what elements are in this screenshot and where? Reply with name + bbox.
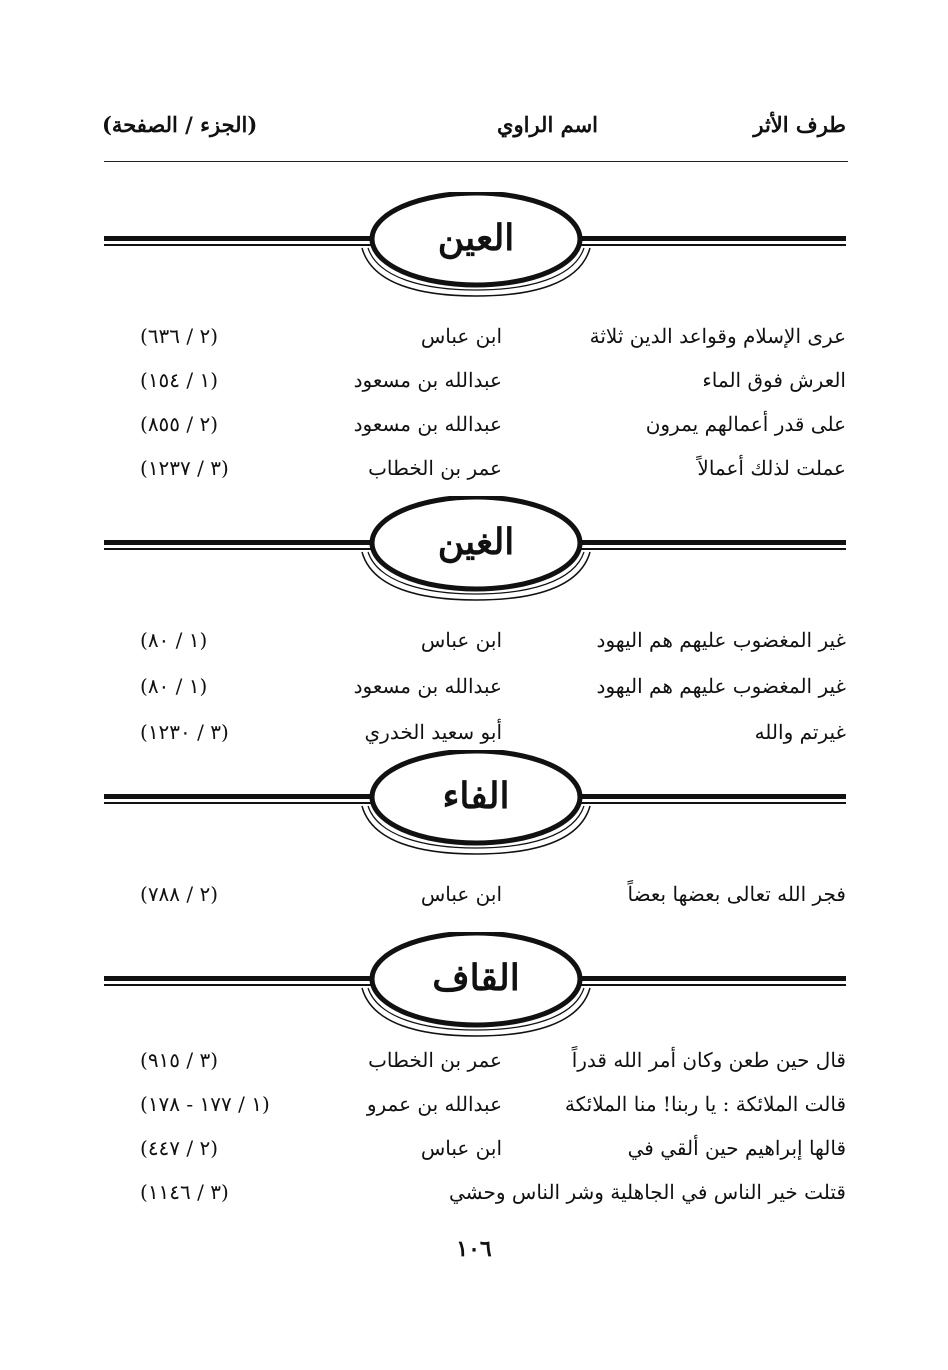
table-row (0, 1040, 948, 1080)
table-row (0, 1084, 948, 1124)
hadith-phrase: قالت الملائكة : يا ربنا! منا الملائكة (564, 1092, 846, 1116)
hadith-phrase: غير المغضوب عليهم هم اليهود (596, 674, 846, 698)
table-header (100, 112, 848, 152)
table-row (0, 874, 948, 914)
hadith-phrase: عملت لذلك أعمالاً (697, 456, 846, 480)
hadith-phrase: قالها إبراهيم حين ألقي في (627, 1136, 846, 1160)
volume-page-reference: (٣ / ١٢٣٠) (140, 720, 229, 744)
section-banner (0, 192, 948, 302)
narrator-name: عبدالله بن عمرو (366, 1092, 502, 1116)
hadith-phrase: فجر الله تعالى بعضها بعضاً (627, 882, 846, 906)
hadith-phrase: قال حين طعن وكان أمر الله قدراً (571, 1048, 846, 1072)
hadith-phrase: على قدر أعمالهم يمرون (645, 412, 846, 436)
table-row (0, 1172, 948, 1212)
narrator-name: عمر بن الخطاب (368, 1048, 502, 1072)
narrator-name: ابن عباس (420, 1136, 502, 1160)
volume-page-reference: (٣ / ٩١٥) (140, 1048, 219, 1072)
section-title: القاف (432, 957, 520, 999)
volume-page-reference: (١ / ٨٠) (140, 628, 208, 652)
volume-page-reference: (١ / ١٧٧ - ١٧٨) (140, 1092, 270, 1116)
section-banner (0, 750, 948, 860)
narrator-name: عمر بن الخطاب (368, 456, 502, 480)
header-phrase: طرف الأثر (753, 112, 846, 137)
hadith-phrase: غيرتم والله (754, 720, 846, 744)
volume-page-reference: (٣ / ١٢٣٧) (140, 456, 229, 480)
section-banner (0, 496, 948, 606)
header-reference: (الجزء / الصفحة) (102, 112, 258, 137)
hadith-phrase: قتلت خير الناس في الجاهلية وشر الناس وحشي (449, 1180, 846, 1204)
table-row (0, 360, 948, 400)
narrator-name: ابن عباس (420, 882, 502, 906)
table-row (0, 1128, 948, 1168)
section-title: الغين (437, 521, 515, 563)
section-title: العين (437, 217, 515, 259)
volume-page-reference: (٢ / ٧٨٨) (140, 882, 219, 906)
table-row (0, 448, 948, 488)
volume-page-reference: (٣ / ١١٤٦) (140, 1180, 229, 1204)
narrator-name: ابن عباس (420, 324, 502, 348)
volume-page-reference: (٢ / ٦٣٦) (140, 324, 219, 348)
narrator-name: عبدالله بن مسعود (353, 412, 502, 436)
table-row (0, 712, 948, 752)
volume-page-reference: (٢ / ٤٤٧) (140, 1136, 219, 1160)
volume-page-reference: (٢ / ٨٥٥) (140, 412, 219, 436)
volume-page-reference: (١ / ١٥٤) (140, 368, 219, 392)
table-row (0, 620, 948, 660)
narrator-name: عبدالله بن مسعود (353, 368, 502, 392)
narrator-name: عبدالله بن مسعود (353, 674, 502, 698)
header-divider (104, 161, 848, 162)
narrator-name: ابن عباس (420, 628, 502, 652)
table-row (0, 316, 948, 356)
section-banner (0, 932, 948, 1042)
table-row (0, 404, 948, 444)
hadith-phrase: عرى الإسلام وقواعد الدين ثلاثة (589, 324, 846, 348)
hadith-phrase: العرش فوق الماء (702, 368, 846, 392)
header-narrator: اسم الراوي (497, 112, 598, 137)
narrator-name: أبو سعيد الخدري (364, 720, 502, 744)
table-row (0, 666, 948, 706)
page-number: ١٠٦ (456, 1236, 492, 1262)
volume-page-reference: (١ / ٨٠) (140, 674, 208, 698)
section-title: الفاء (442, 775, 510, 817)
hadith-phrase: غير المغضوب عليهم هم اليهود (596, 628, 846, 652)
